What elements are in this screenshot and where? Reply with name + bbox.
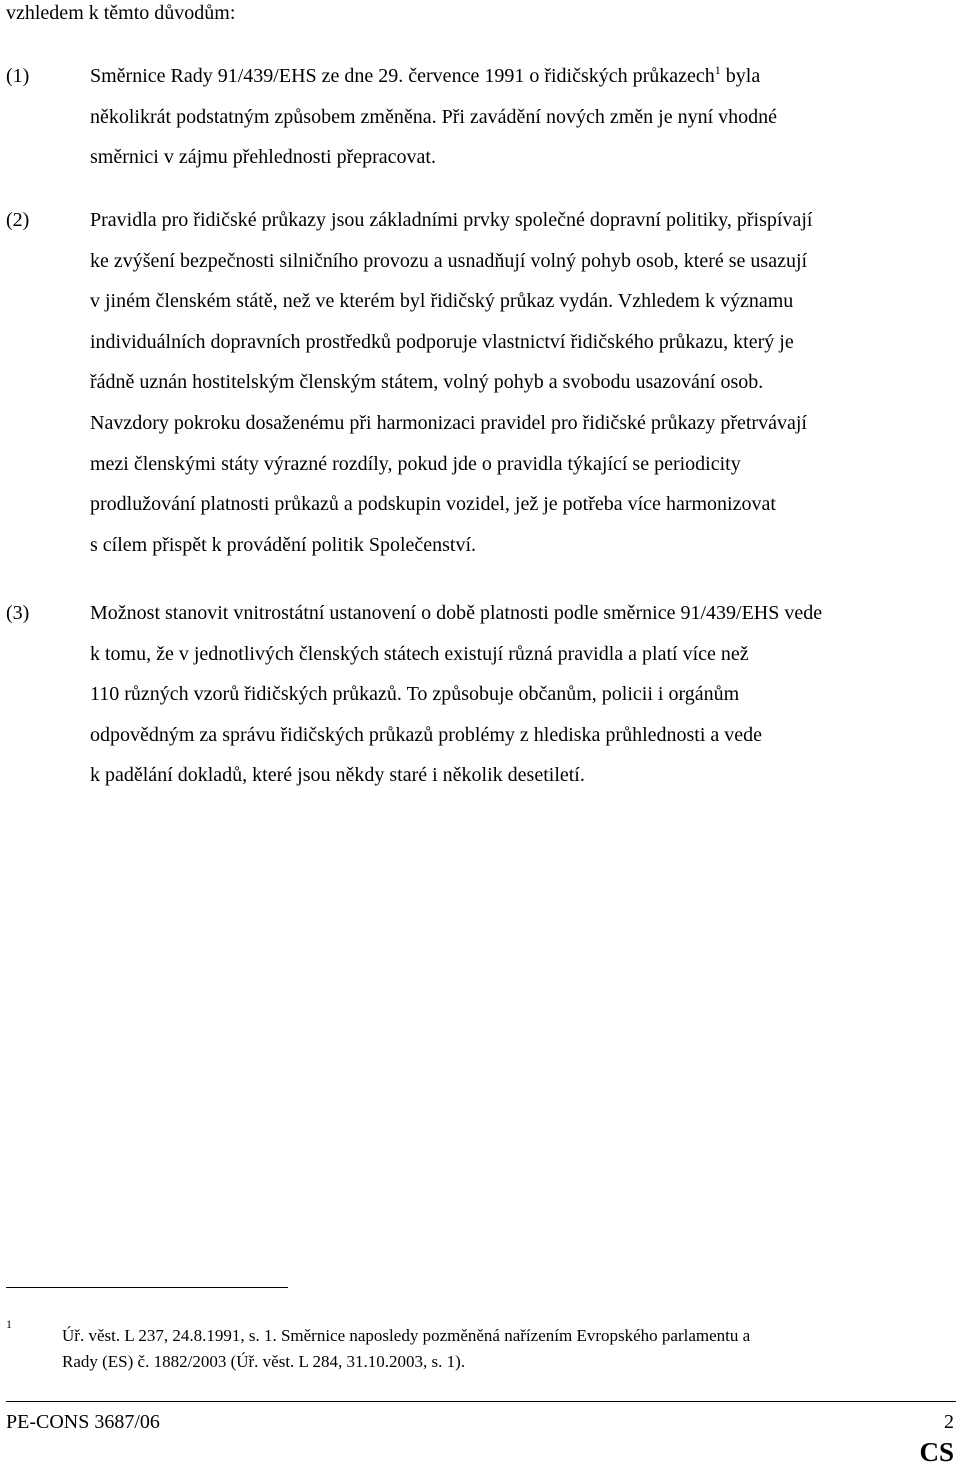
footnote-number: 1	[6, 1317, 12, 1331]
text-line: směrnici v zájmu přehlednosti přepracovat.	[90, 146, 436, 169]
text-line	[90, 56, 956, 97]
text-line: k tomu, že v jednotlivých členských státech existují různá pravidla a platí více než	[90, 642, 749, 665]
footnote-line: Úř. věst. L 237, 24.8.1991, s. 1. Směrnice naposledy pozměněná nařízením Evropského parlamentu a	[62, 1326, 751, 1345]
recital-text	[90, 593, 956, 796]
text-line: individuálních dopravních prostředků podporuje vlastnictví řidičského průkazu, který je	[90, 330, 794, 353]
text-line: k padělání dokladů, které jsou někdy staré i několik desetiletí.	[90, 764, 585, 787]
text-line: Možnost stanovit vnitrostátní ustanovení o době platnosti podle směrnice 91/439/EHS vede	[90, 602, 823, 624]
text-line: Navzdory pokroku dosaženému při harmonizaci pravidel pro řidičské průkazy přetrvávají	[90, 411, 807, 434]
text-line: v jiném členském státě, než ve kterém byl řidičský průkaz vydán. Vzhledem k významu	[90, 290, 794, 313]
text-line-content: Směrnice Rady 91/439/EHS ze dne 29. července 1991 o řidičských průkazech	[90, 65, 715, 87]
recital-2	[6, 200, 956, 565]
recital-number: (1)	[6, 65, 30, 87]
text-line: Pravidla pro řidičské průkazy jsou základními prvky společné dopravní politiky, přispívají	[90, 209, 813, 231]
page-number: 2	[944, 1411, 954, 1433]
footnote-reference[interactable]: 1	[714, 63, 721, 77]
text-line-tail: byla	[720, 65, 761, 87]
text-line: prodlužování platnosti průkazů a podskupin vozidel, jež je potřeba více harmonizovat	[90, 493, 776, 516]
text-line: odpovědným za správu řidičských průkazů problémy z hlediska průhlednosti a vede	[90, 723, 763, 746]
text-line: 110 různých vzorů řidičských průkazů. To způsobuje občanům, policii i orgánům	[90, 683, 740, 706]
text-line: s cílem přispět k provádění politik Společenství.	[90, 533, 477, 556]
language-code: CS	[919, 1437, 954, 1467]
footnote-text	[62, 1323, 956, 1375]
footnote-line: Rady (ES) č. 1882/2003 (Úř. věst. L 284, 31.10.2003, s. 1).	[62, 1352, 466, 1371]
intro-text: vzhledem k těmto důvodům:	[6, 2, 236, 24]
document-code: PE-CONS 3687/06	[6, 1411, 160, 1433]
recital-3	[6, 593, 956, 796]
recital-number: (2)	[6, 209, 30, 231]
text-line: řádně uznán hostitelským členským státem, volný pohyb a svobodu usazování osob.	[90, 371, 764, 394]
recital-1	[6, 56, 956, 178]
text-line: několikrát podstatným způsobem změněna. Při zavádění nových změn je nyní vhodné	[90, 105, 778, 128]
recital-number: (3)	[6, 602, 30, 624]
footnote-divider	[6, 1287, 288, 1288]
recital-text	[90, 56, 956, 178]
footnote	[6, 1317, 956, 1375]
footer-divider	[6, 1401, 956, 1402]
recital-text	[90, 200, 956, 565]
text-line: mezi členskými státy výrazné rozdíly, pokud jde o pravidla týkající se periodicity	[90, 452, 741, 475]
text-line: ke zvýšení bezpečnosti silničního provozu a usnadňují volný pohyb osob, které se usazují	[90, 249, 808, 272]
